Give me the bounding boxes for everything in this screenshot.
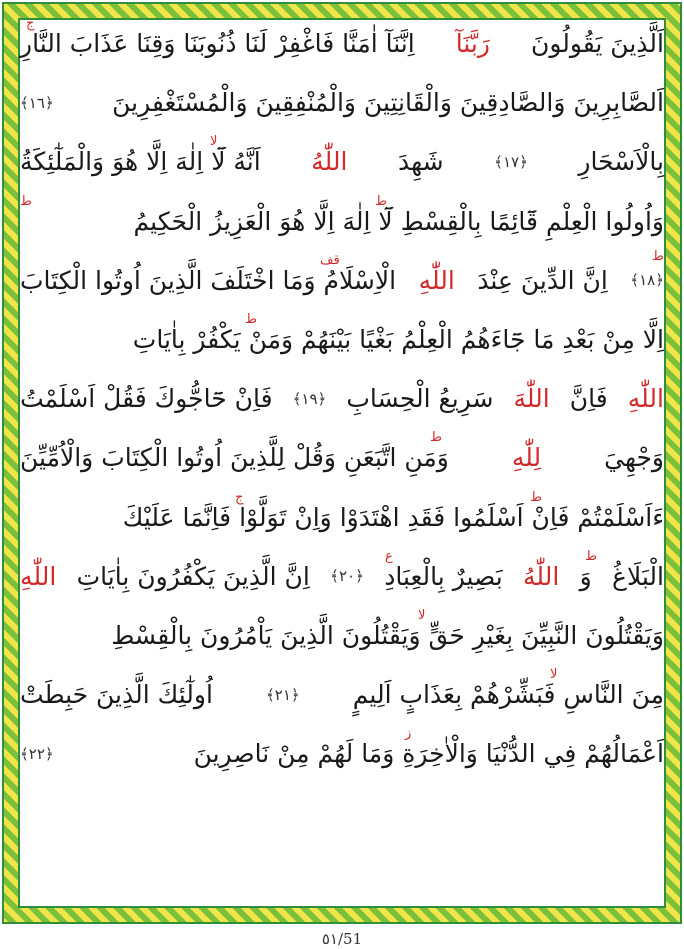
text-line (20, 369, 664, 428)
verse-text: مِنَ النَّاسِ فَبَشِّرْهُمْ بِعَذَابٍ اَلِيمٍ (352, 680, 664, 710)
ayah-number: ﴿١٨﴾ (630, 271, 664, 290)
waqf-mark: ط (430, 430, 443, 446)
ayah-number: ﴿١٩﴾ (292, 389, 327, 408)
divine-name: اللّٰهُ (523, 561, 560, 591)
verse-text: الْبَلَاغُ (612, 561, 664, 591)
waqf-mark: ج (235, 489, 244, 505)
verse-text: وَ (579, 561, 592, 591)
verse-text: شَهِدَ (398, 147, 444, 177)
text-line (20, 310, 664, 369)
ayah-number: ﴿٢٢﴾ (20, 744, 54, 763)
divine-name: اللّٰهَ (513, 384, 550, 414)
divine-name: اللّٰهُ (311, 147, 348, 177)
verse-text: اُولٰٓئِكَ الَّذِينَ حَبِطَتْ (20, 680, 213, 710)
text-line (20, 132, 664, 191)
verse-text: اَنَّهُ لَٓا اِلٰهَ اِلَّا هُوَ وَالْمَلٰٓئِكَةُ (20, 147, 261, 177)
waqf-mark: لا (210, 134, 218, 150)
waqf-mark: ط (245, 311, 258, 327)
verse-text: وَجْهِيَ (604, 443, 664, 473)
waqf-mark: ط (20, 193, 33, 209)
waqf-mark: ج (26, 16, 35, 31)
divine-name: اللّٰهِ (627, 384, 664, 414)
verse-text: بِالْاَسْحَارِ (578, 147, 664, 177)
text-line (20, 547, 664, 606)
verse-text: اِلَّا مِنْ بَعْدِ مَا جَٓاءَهُمُ الْعِلْمُ بَغْيًا بَيْنَهُمْ وَمَنْ يَكْفُرْ بِاٰيَاتِ (132, 325, 664, 355)
verse-text: اَلصَّابِرِينَ وَالصَّادِقِينَ وَالْقَانِتِينَ وَالْمُنْفِقِينَ وَالْمُسْتَغْفِرِينَ (112, 88, 664, 118)
verse-text: وَمَنِ اتَّبَعَنِ وَقُلْ لِلَّذِينَ اُوتُوا الْكِتَابَ وَالْاُمِّيِّنَ (20, 443, 449, 473)
waqf-mark: ط (585, 548, 598, 564)
waqf-mark: ز (405, 726, 412, 742)
text-line (20, 73, 664, 132)
ayah-number: ﴿١٧﴾ (494, 152, 528, 171)
ayah-number: ﴿١٦﴾ (20, 93, 54, 112)
waqf-mark: ط (530, 489, 543, 505)
ayah-number: ﴿٢١﴾ (265, 685, 300, 704)
divine-name: لِلّٰهِ (511, 443, 542, 473)
waqf-mark: لا (550, 667, 558, 683)
verse-text: اَعْمَالُهُمْ فِي الدُّنْيَا وَالْاٰخِرَةِ وَمَا لَهُمْ مِنْ نَاصِرِينَ (193, 739, 664, 769)
text-line (20, 665, 664, 724)
ayah-number: ﴿٢٠﴾ (330, 567, 364, 586)
verse-text: بَصِيرٌ بِالْعِبَادِ (384, 561, 503, 591)
waqf-mark: ط (652, 248, 665, 264)
verse-text: الْاِسْلَامُ وَمَا اخْتَلَفَ الَّذِينَ اُوتُوا الْكِتَابَ (20, 265, 397, 295)
verse-text: فَاِنْ حَٓاجُّوكَ فَقُلْ اَسْلَمْتُ (20, 384, 273, 414)
text-line (20, 248, 665, 310)
text-line (20, 606, 664, 665)
quran-text-block (20, 14, 664, 783)
verse-text: اَلَّذِينَ يَقُولُونَ (530, 29, 664, 59)
divine-name: اللّٰهِ (20, 561, 57, 591)
verse-text: اِنَّنَآ اٰمَنَّا فَاغْفِرْ لَنَا ذُنُوبَنَا وَقِنَا عَذَابَ النَّارِ (20, 29, 415, 59)
waqf-mark: لا (418, 607, 426, 623)
waqf-mark: ع (385, 548, 393, 564)
verse-text: ءَاَسْلَمْتُمْ فَاِنْ اَسْلَمُوا فَقَدِ اهْتَدَوْا وَاِنْ تَوَلَّوْا فَاِنَّمَا عَلَيْكَ (122, 502, 664, 532)
waqf-mark: ط (375, 193, 388, 209)
page-number: ٥١/51 (321, 930, 363, 948)
verse-text: وَيَقْتُلُونَ النَّبِيِّنَ بِغَيْرِ حَقٍّ وَيَقْتُلُونَ الَّذِينَ يَاْمُرُونَ بِالْقِسْطِ (111, 620, 664, 650)
waqf-mark: قف (320, 252, 340, 268)
text-line (20, 428, 664, 487)
verse-text: اِنَّ الَّذِينَ يَكْفُرُونَ بِاٰيَاتِ (76, 561, 310, 591)
text-line (20, 724, 664, 783)
divine-name: اللّٰهِ (418, 265, 455, 295)
verse-text: وَاُولُوا الْعِلْمِ قَٓائِمًا بِالْقِسْطِ لَٓا اِلٰهَ اِلَّا هُوَ الْعَزِيزُ الْحَكِيمُ (133, 206, 664, 236)
text-line (20, 192, 664, 251)
verse-text: سَرِيعُ الْحِسَابِ (346, 384, 494, 414)
verse-text: فَاِنَّ (569, 384, 608, 414)
text-line (20, 488, 664, 547)
text-line (20, 14, 664, 73)
highlighted-word: رَبَّنَآ (455, 29, 490, 59)
verse-text: اِنَّ الدِّينَ عِنْدَ (477, 265, 608, 295)
